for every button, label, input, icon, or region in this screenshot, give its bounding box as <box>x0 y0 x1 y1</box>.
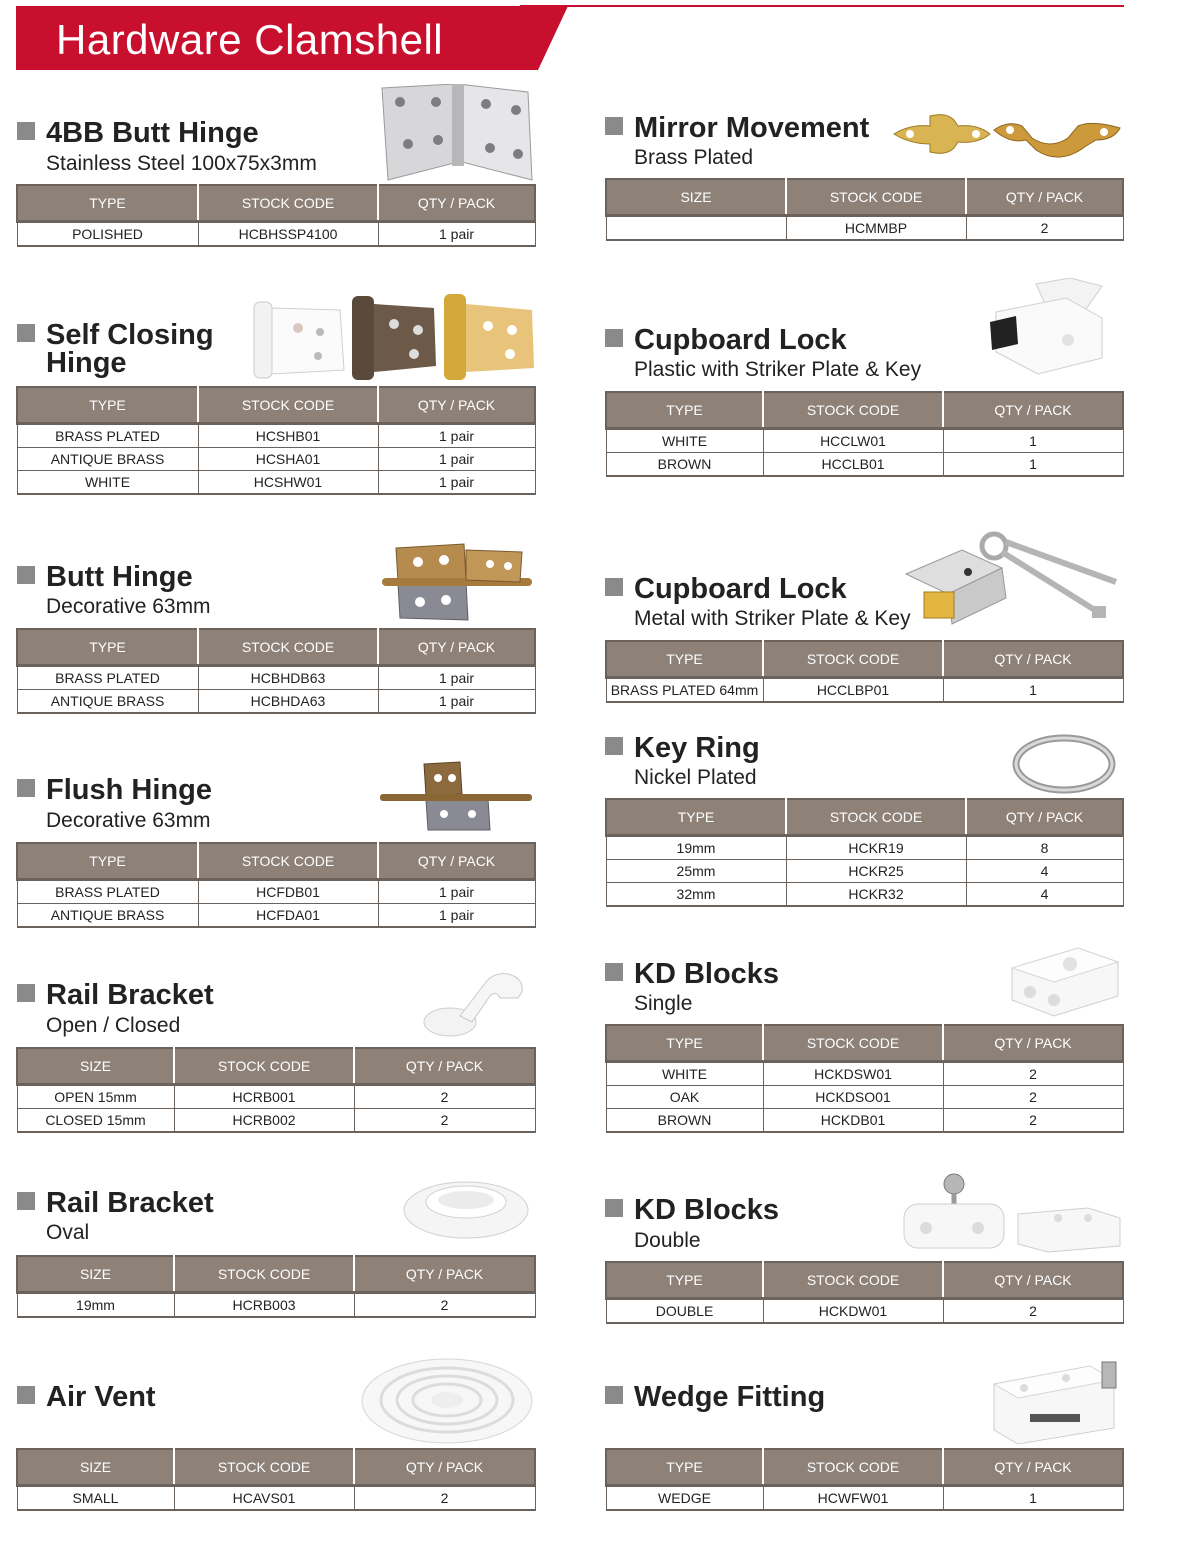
col-header: QTY / PACK <box>378 843 535 880</box>
cell: HCKR25 <box>786 860 966 883</box>
product-subtitle: Plastic with Striker Plate & Key <box>634 358 922 381</box>
col-header: QTY / PACK <box>354 1256 535 1293</box>
table-row <box>606 216 1123 241</box>
cell: 25mm <box>606 860 786 883</box>
metal-cupboard-lock-image <box>902 528 1124 628</box>
self-closing-hinges-image <box>248 288 538 382</box>
product-subtitle: Oval <box>46 1221 90 1244</box>
product-title: Cupboard Lock <box>605 575 847 604</box>
cell: 2 <box>943 1062 1123 1086</box>
table-row <box>17 880 535 904</box>
cell: WEDGE <box>606 1486 763 1511</box>
cell: HCRB002 <box>174 1109 354 1133</box>
bullet-square <box>17 324 35 342</box>
col-header: QTY / PACK <box>378 387 535 424</box>
product-title: Wedge Fitting <box>605 1383 825 1412</box>
bullet-square <box>17 1386 35 1404</box>
col-header: TYPE <box>17 185 198 222</box>
col-header: QTY / PACK <box>966 799 1123 836</box>
product-subtitle: Decorative 63mm <box>46 595 211 618</box>
cell: WHITE <box>606 1062 763 1086</box>
product-title: Rail Bracket <box>17 1189 214 1218</box>
bullet-square <box>17 1192 35 1210</box>
col-header: STOCK CODE <box>763 392 943 429</box>
cell: 2 <box>966 216 1123 241</box>
cell: BRASS PLATED <box>17 666 198 690</box>
product-subtitle: Open / Closed <box>46 1014 181 1037</box>
spec-table <box>16 386 536 495</box>
cell: 1 pair <box>378 448 535 471</box>
col-header: QTY / PACK <box>966 179 1123 216</box>
wedge-fitting-image <box>990 1358 1122 1446</box>
table-row <box>17 471 535 495</box>
cell: BROWN <box>606 1109 763 1133</box>
cell: 1 pair <box>378 222 535 247</box>
table-row <box>606 1486 1123 1511</box>
product-subtitle: Metal with Striker Plate & Key <box>634 607 911 630</box>
spec-table <box>605 178 1124 241</box>
cell: 2 <box>943 1086 1123 1109</box>
cell: 1 pair <box>378 424 535 448</box>
kd-block-single-image <box>1008 944 1122 1018</box>
table-row <box>17 1486 535 1511</box>
cell: HCSHW01 <box>198 471 378 495</box>
spec-table <box>605 798 1124 907</box>
cell: HCSHB01 <box>198 424 378 448</box>
col-header: TYPE <box>606 392 763 429</box>
cell: 32mm <box>606 883 786 907</box>
air-vent-image <box>360 1356 534 1446</box>
cell: 19mm <box>17 1293 174 1318</box>
col-header: STOCK CODE <box>786 799 966 836</box>
spec-table <box>605 640 1124 703</box>
spec-table <box>605 1448 1124 1511</box>
col-header: TYPE <box>606 1262 763 1299</box>
spec-table <box>16 842 536 928</box>
bullet-square <box>605 578 623 596</box>
cell: OAK <box>606 1086 763 1109</box>
cell: 1 pair <box>378 666 535 690</box>
bullet-square <box>605 1199 623 1217</box>
cell: 2 <box>354 1486 535 1511</box>
cell: HCKR32 <box>786 883 966 907</box>
cell: 1 <box>943 453 1123 477</box>
cell: 19mm <box>606 836 786 860</box>
col-header: STOCK CODE <box>763 641 943 678</box>
bullet-square <box>605 963 623 981</box>
cell: 2 <box>354 1109 535 1133</box>
spec-table <box>605 1261 1124 1324</box>
col-header: TYPE <box>17 629 198 666</box>
cell: HCBHSSP4100 <box>198 222 378 247</box>
product-title: 4BB Butt Hinge <box>17 119 259 148</box>
col-header: STOCK CODE <box>174 1256 354 1293</box>
cell: HCKDSO01 <box>763 1086 943 1109</box>
col-header: STOCK CODE <box>786 179 966 216</box>
col-header: QTY / PACK <box>943 392 1123 429</box>
col-header: SIZE <box>17 1449 174 1486</box>
cell: 1 pair <box>378 690 535 714</box>
decorative-butt-hinge-image <box>380 540 536 624</box>
cell: 4 <box>966 860 1123 883</box>
cell <box>606 216 786 241</box>
table-row <box>606 1062 1123 1086</box>
product-subtitle: Brass Plated <box>634 146 754 169</box>
cell: 2 <box>943 1109 1123 1133</box>
product-title: KD Blocks <box>605 960 779 989</box>
cell: HCCLW01 <box>763 429 943 453</box>
col-header: STOCK CODE <box>198 185 378 222</box>
cell: HCCLB01 <box>763 453 943 477</box>
cell: HCBHDA63 <box>198 690 378 714</box>
bullet-square <box>17 779 35 797</box>
product-title: Cupboard Lock <box>605 326 847 355</box>
cell: ANTIQUE BRASS <box>17 904 198 928</box>
cell: HCFDA01 <box>198 904 378 928</box>
table-row <box>17 904 535 928</box>
table-row <box>17 1293 535 1318</box>
cell: BRASS PLATED 64mm <box>606 678 763 703</box>
col-header: TYPE <box>17 387 198 424</box>
spec-table <box>16 1047 536 1133</box>
cell: 4 <box>966 883 1123 907</box>
cell: ANTIQUE BRASS <box>17 690 198 714</box>
col-header: QTY / PACK <box>354 1449 535 1486</box>
table-row <box>606 836 1123 860</box>
cell: 1 <box>943 1486 1123 1511</box>
col-header: QTY / PACK <box>943 1025 1123 1062</box>
table-row <box>606 453 1123 477</box>
spec-table <box>605 391 1124 477</box>
table-row <box>17 222 535 247</box>
col-header: QTY / PACK <box>378 185 535 222</box>
table-row <box>606 429 1123 453</box>
table-row <box>606 1086 1123 1109</box>
table-row <box>17 448 535 471</box>
spec-table <box>16 628 536 714</box>
product-title: Self Closing <box>17 321 214 350</box>
cell: DOUBLE <box>606 1299 763 1324</box>
cell: POLISHED <box>17 222 198 247</box>
flush-hinge-image <box>378 756 536 834</box>
cell: HCRB001 <box>174 1085 354 1109</box>
spec-table <box>16 1448 536 1511</box>
col-header: QTY / PACK <box>943 641 1123 678</box>
col-header: TYPE <box>606 1449 763 1486</box>
bullet-square <box>605 329 623 347</box>
col-header: QTY / PACK <box>943 1262 1123 1299</box>
col-header: STOCK CODE <box>174 1449 354 1486</box>
product-title: Flush Hinge <box>17 776 212 805</box>
header-rule <box>520 5 1124 7</box>
cell: HCKDW01 <box>763 1299 943 1324</box>
product-title: Rail Bracket <box>17 981 214 1010</box>
table-row <box>606 883 1123 907</box>
col-header: SIZE <box>17 1048 174 1085</box>
cell: BRASS PLATED <box>17 424 198 448</box>
table-row <box>17 1109 535 1133</box>
product-subtitle: Nickel Plated <box>634 766 757 789</box>
table-row <box>17 1085 535 1109</box>
page-title: Hardware Clamshell <box>56 16 444 63</box>
cell: HCRB003 <box>174 1293 354 1318</box>
col-header: QTY / PACK <box>354 1048 535 1085</box>
bullet-square <box>17 566 35 584</box>
header-banner <box>16 6 568 70</box>
cell: HCBHDB63 <box>198 666 378 690</box>
cell: ANTIQUE BRASS <box>17 448 198 471</box>
cell: HCSHA01 <box>198 448 378 471</box>
product-title: KD Blocks <box>605 1196 779 1225</box>
table-row <box>606 678 1123 703</box>
product-title-line2: Hinge <box>46 347 127 379</box>
product-title: Butt Hinge <box>17 563 193 592</box>
cell: HCKR19 <box>786 836 966 860</box>
table-row <box>606 1299 1123 1324</box>
cell: HCMMBP <box>786 216 966 241</box>
product-title: Air Vent <box>17 1383 156 1412</box>
rail-bracket-oval-image <box>402 1174 532 1240</box>
spec-table <box>16 1255 536 1318</box>
key-ring-image <box>1010 734 1120 794</box>
cell: SMALL <box>17 1486 174 1511</box>
col-header: STOCK CODE <box>198 843 378 880</box>
product-subtitle: Single <box>634 992 693 1015</box>
product-subtitle: Stainless Steel 100x75x3mm <box>46 152 317 175</box>
butt-hinge-steel-image <box>378 84 534 184</box>
cell: 1 <box>943 678 1123 703</box>
bullet-square <box>605 1386 623 1404</box>
rail-bracket-open-image <box>420 968 532 1040</box>
spec-table <box>16 184 536 247</box>
cell: 1 pair <box>378 880 535 904</box>
col-header: STOCK CODE <box>763 1449 943 1486</box>
cell: 1 pair <box>378 904 535 928</box>
col-header: QTY / PACK <box>378 629 535 666</box>
col-header: SIZE <box>17 1256 174 1293</box>
product-subtitle: Double <box>634 1229 701 1252</box>
cell: OPEN 15mm <box>17 1085 174 1109</box>
cell: WHITE <box>606 429 763 453</box>
mirror-movement-image <box>890 110 1124 162</box>
col-header: SIZE <box>606 179 786 216</box>
col-header: STOCK CODE <box>198 387 378 424</box>
cell: HCKDSW01 <box>763 1062 943 1086</box>
cell: HCCLBP01 <box>763 678 943 703</box>
col-header: TYPE <box>606 799 786 836</box>
bullet-square <box>605 737 623 755</box>
col-header: TYPE <box>17 843 198 880</box>
cell: 1 <box>943 429 1123 453</box>
cell: CLOSED 15mm <box>17 1109 174 1133</box>
col-header: STOCK CODE <box>198 629 378 666</box>
cell: HCWFW01 <box>763 1486 943 1511</box>
cell: BROWN <box>606 453 763 477</box>
table-row <box>606 860 1123 883</box>
product-title: Key Ring <box>605 734 760 763</box>
bullet-square <box>605 117 623 135</box>
table-row <box>17 666 535 690</box>
cell: HCKDB01 <box>763 1109 943 1133</box>
spec-table <box>605 1024 1124 1133</box>
cell: HCAVS01 <box>174 1486 354 1511</box>
plastic-cupboard-lock-image <box>986 278 1112 376</box>
cell: 1 pair <box>378 471 535 495</box>
product-title: Mirror Movement <box>605 114 869 143</box>
cell: 8 <box>966 836 1123 860</box>
cell: BRASS PLATED <box>17 880 198 904</box>
col-header: TYPE <box>606 1025 763 1062</box>
kd-block-double-image <box>898 1170 1122 1256</box>
col-header: QTY / PACK <box>943 1449 1123 1486</box>
col-header: STOCK CODE <box>763 1025 943 1062</box>
product-subtitle: Decorative 63mm <box>46 809 211 832</box>
table-row <box>606 1109 1123 1133</box>
cell: 2 <box>943 1299 1123 1324</box>
col-header: STOCK CODE <box>174 1048 354 1085</box>
table-row <box>17 690 535 714</box>
cell: 2 <box>354 1085 535 1109</box>
table-row <box>17 424 535 448</box>
col-header: TYPE <box>606 641 763 678</box>
bullet-square <box>17 122 35 140</box>
cell: 2 <box>354 1293 535 1318</box>
col-header: STOCK CODE <box>763 1262 943 1299</box>
cell: WHITE <box>17 471 198 495</box>
cell: HCFDB01 <box>198 880 378 904</box>
bullet-square <box>17 984 35 1002</box>
